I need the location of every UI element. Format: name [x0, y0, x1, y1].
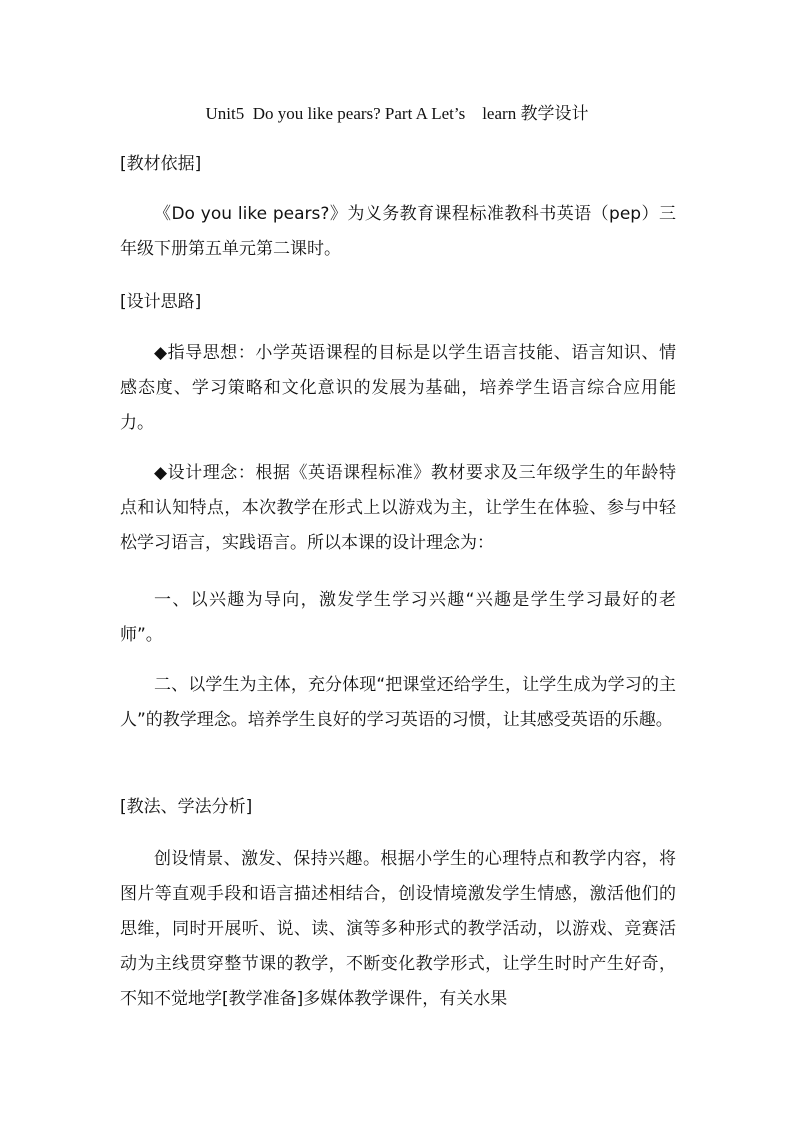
paragraph-point-two: 二、以学生为主体，充分体现“把课堂还给学生，让学生成为学习的主人”的教学理念。培养学生良好的学习英语的习惯，让其感受英语的乐趣。 [120, 675, 676, 730]
paragraph-point-one: 一、以兴趣为导向，激发学生学习兴趣“兴趣是学生学习最好的老师”。 [120, 590, 676, 645]
heading-design-ideas: [设计思路] [120, 292, 202, 312]
paragraph-design-concept: ◆设计理念：根据《英语课程标准》教材要求及三年级学生的年龄特点和认知特点，本次教学在形式上以游戏为主，让学生在体验、参与中轻松学习语言，实践语言。所以本课的设计理念为： [120, 463, 676, 553]
heading-textbook-basis: [教材依据] [120, 154, 202, 174]
document-title: Unit5 Do you like pears? Part A Let’s learn 教学设计 [205, 104, 589, 123]
paragraph-guiding-thought: ◆指导思想：小学英语课程的目标是以学生语言技能、语言知识、情感态度、学习策略和文化意识的发展为基础，培养学生语言综合应用能力。 [120, 343, 676, 433]
paragraph-textbook-basis: 《Do you like pears?》为义务教育课程标准教科书英语（pep）三年级下册第五单元第二课时。 [120, 204, 676, 259]
heading-method-analysis: [教法、学法分析] [120, 797, 253, 817]
paragraph-method-analysis: 创设情景、激发、保持兴趣。根据小学生的心理特点和教学内容，将图片等直观手段和语言描述相结合，创设情境激发学生情感，激活他们的思维，同时开展听、说、读、演等多种形式的教学活动，以游戏、竞赛活动为主线贯穿整节课的教学，不断变化教学形式，让学生时时产生好奇，不知不觉地学[教学准备]多媒体教学课件，有关水果 [120, 849, 676, 1009]
